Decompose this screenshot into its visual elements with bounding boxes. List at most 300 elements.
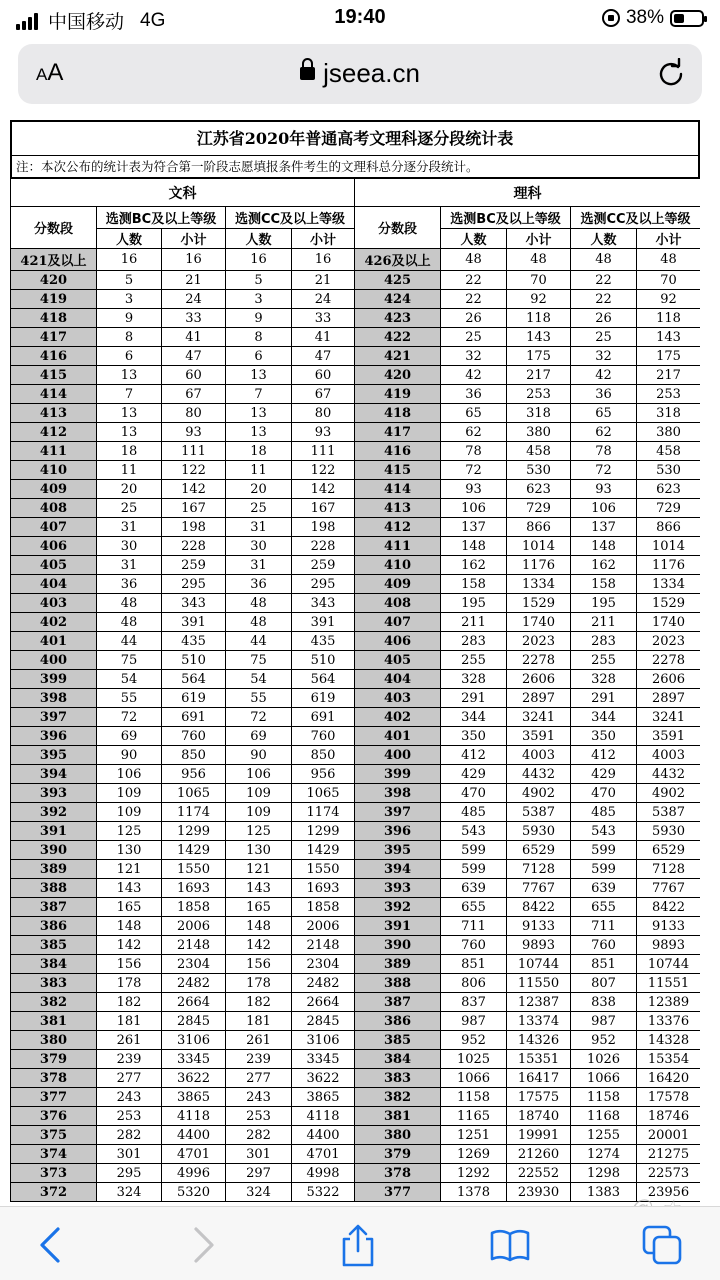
value-cell: 6 [226, 347, 292, 366]
value-cell: 711 [441, 917, 507, 936]
value-cell: 158 [571, 575, 637, 594]
value-cell: 344 [441, 708, 507, 727]
value-cell: 3345 [292, 1050, 355, 1069]
value-cell: 21 [162, 271, 226, 290]
score-cell: 383 [11, 974, 97, 993]
value-cell: 80 [162, 404, 226, 423]
value-cell: 5930 [507, 822, 571, 841]
value-cell: 143 [507, 328, 571, 347]
value-cell: 5930 [637, 822, 700, 841]
score-cell: 402 [355, 708, 441, 727]
score-cell: 425 [355, 271, 441, 290]
value-cell: 3591 [637, 727, 700, 746]
value-cell: 18 [226, 442, 292, 461]
value-cell: 261 [226, 1031, 292, 1050]
value-cell: 691 [292, 708, 355, 727]
value-cell: 67 [292, 385, 355, 404]
value-cell: 4003 [507, 746, 571, 765]
table-row [11, 974, 701, 993]
value-cell: 295 [292, 575, 355, 594]
value-cell: 4432 [637, 765, 700, 784]
value-cell: 13 [226, 423, 292, 442]
value-cell: 429 [441, 765, 507, 784]
value-cell: 18740 [507, 1107, 571, 1126]
table-row [11, 1050, 701, 1069]
score-cell: 395 [355, 841, 441, 860]
value-cell: 599 [441, 841, 507, 860]
value-cell: 21275 [637, 1145, 700, 1164]
value-cell: 12389 [637, 993, 700, 1012]
value-cell: 60 [162, 366, 226, 385]
score-cell: 387 [11, 898, 97, 917]
value-cell: 2304 [162, 955, 226, 974]
value-cell: 62 [571, 423, 637, 442]
reload-icon[interactable] [656, 58, 686, 88]
value-cell: 148 [571, 537, 637, 556]
value-cell: 69 [97, 727, 162, 746]
table-row [11, 404, 701, 423]
value-cell: 10744 [637, 955, 700, 974]
value-cell: 20001 [637, 1126, 700, 1145]
value-cell: 137 [571, 518, 637, 537]
value-cell: 729 [507, 499, 571, 518]
value-cell: 30 [226, 537, 292, 556]
table-row [11, 385, 701, 404]
subtotal-header: 小计 [637, 229, 700, 249]
value-cell: 55 [226, 689, 292, 708]
value-cell: 93 [441, 480, 507, 499]
value-cell: 1176 [637, 556, 700, 575]
score-cell: 406 [11, 537, 97, 556]
value-cell: 543 [571, 822, 637, 841]
value-cell: 1858 [162, 898, 226, 917]
score-cell: 375 [11, 1126, 97, 1145]
value-cell: 92 [637, 290, 700, 309]
score-cell: 379 [355, 1145, 441, 1164]
cc-group-header: 选测CC及以上等级 [226, 207, 355, 229]
value-cell: 48 [441, 249, 507, 271]
value-cell: 343 [162, 594, 226, 613]
value-cell: 277 [226, 1069, 292, 1088]
value-cell: 485 [441, 803, 507, 822]
value-cell: 3106 [292, 1031, 355, 1050]
value-cell: 165 [97, 898, 162, 917]
value-cell: 13374 [507, 1012, 571, 1031]
subtotal-header: 小计 [162, 229, 226, 249]
like-header: 理科 [355, 179, 700, 207]
value-cell: 148 [441, 537, 507, 556]
value-cell: 143 [226, 879, 292, 898]
value-cell: 564 [162, 670, 226, 689]
value-cell: 510 [292, 651, 355, 670]
value-cell: 1299 [292, 822, 355, 841]
table-row [11, 1107, 701, 1126]
table-row [11, 708, 701, 727]
score-cell: 420 [355, 366, 441, 385]
value-cell: 3 [97, 290, 162, 309]
value-cell: 343 [292, 594, 355, 613]
table-row [11, 499, 701, 518]
score-cell: 403 [11, 594, 97, 613]
value-cell: 175 [637, 347, 700, 366]
score-cell: 387 [355, 993, 441, 1012]
score-cell: 396 [355, 822, 441, 841]
score-cell: 377 [355, 1183, 441, 1202]
score-cell: 419 [355, 385, 441, 404]
value-cell: 760 [292, 727, 355, 746]
back-icon[interactable] [30, 1223, 74, 1267]
value-cell: 2006 [162, 917, 226, 936]
value-cell: 9 [226, 309, 292, 328]
value-cell: 14328 [637, 1031, 700, 1050]
value-cell: 109 [226, 803, 292, 822]
value-cell: 195 [571, 594, 637, 613]
value-cell: 1299 [162, 822, 226, 841]
value-cell: 137 [441, 518, 507, 537]
score-cell: 384 [11, 955, 97, 974]
value-cell: 623 [637, 480, 700, 499]
value-cell: 142 [97, 936, 162, 955]
value-cell: 181 [226, 1012, 292, 1031]
value-cell: 93 [162, 423, 226, 442]
score-cell: 398 [355, 784, 441, 803]
value-cell: 125 [97, 822, 162, 841]
value-cell: 3241 [507, 708, 571, 727]
wenke-header: 文科 [11, 179, 355, 207]
table-row [11, 1088, 701, 1107]
forward-icon[interactable] [180, 1223, 224, 1267]
value-cell: 90 [226, 746, 292, 765]
score-cell: 373 [11, 1164, 97, 1183]
value-cell: 324 [97, 1183, 162, 1202]
table-row [11, 822, 701, 841]
value-cell: 80 [292, 404, 355, 423]
score-cell: 421 [355, 347, 441, 366]
table-row [11, 594, 701, 613]
value-cell: 380 [637, 423, 700, 442]
score-cell: 418 [11, 309, 97, 328]
score-cell: 378 [11, 1069, 97, 1088]
value-cell: 7128 [507, 860, 571, 879]
value-cell: 1014 [637, 537, 700, 556]
value-cell: 111 [162, 442, 226, 461]
score-cell: 410 [355, 556, 441, 575]
value-cell: 3622 [292, 1069, 355, 1088]
table-row [11, 917, 701, 936]
value-cell: 121 [226, 860, 292, 879]
table-row [11, 537, 701, 556]
score-cell: 421及以上 [11, 249, 97, 271]
score-cell: 409 [355, 575, 441, 594]
value-cell: 2023 [507, 632, 571, 651]
score-cell: 392 [355, 898, 441, 917]
value-cell: 1165 [441, 1107, 507, 1126]
value-cell: 7767 [637, 879, 700, 898]
table-row [11, 613, 701, 632]
value-cell: 760 [571, 936, 637, 955]
table-row [11, 632, 701, 651]
score-cell: 393 [355, 879, 441, 898]
value-cell: 158 [441, 575, 507, 594]
value-cell: 143 [637, 328, 700, 347]
value-cell: 217 [507, 366, 571, 385]
table-row [11, 556, 701, 575]
value-cell: 175 [507, 347, 571, 366]
value-cell: 11 [226, 461, 292, 480]
score-cell: 377 [11, 1088, 97, 1107]
value-cell: 412 [441, 746, 507, 765]
value-cell: 75 [226, 651, 292, 670]
value-cell: 69 [226, 727, 292, 746]
value-cell: 623 [507, 480, 571, 499]
value-cell: 92 [507, 290, 571, 309]
table-row [11, 249, 701, 271]
value-cell: 1334 [637, 575, 700, 594]
score-cell: 394 [11, 765, 97, 784]
cc-group-header: 选测CC及以上等级 [571, 207, 700, 229]
address-bar[interactable] [18, 44, 702, 104]
table-row [11, 423, 701, 442]
value-cell: 228 [292, 537, 355, 556]
score-cell: 398 [11, 689, 97, 708]
value-cell: 4400 [162, 1126, 226, 1145]
value-cell: 639 [571, 879, 637, 898]
value-cell: 20 [226, 480, 292, 499]
value-cell: 122 [162, 461, 226, 480]
value-cell: 48 [637, 249, 700, 271]
value-cell: 1158 [441, 1088, 507, 1107]
value-cell: 5 [97, 271, 162, 290]
value-cell: 530 [507, 461, 571, 480]
count-header: 人数 [441, 229, 507, 249]
score-cell: 397 [11, 708, 97, 727]
table-row [11, 575, 701, 594]
value-cell: 4902 [637, 784, 700, 803]
value-cell: 259 [292, 556, 355, 575]
value-cell: 391 [162, 613, 226, 632]
value-cell: 2023 [637, 632, 700, 651]
value-cell: 16 [97, 249, 162, 271]
value-cell: 9893 [637, 936, 700, 955]
table-row [11, 936, 701, 955]
score-cell: 411 [355, 537, 441, 556]
value-cell: 4003 [637, 746, 700, 765]
count-header: 人数 [226, 229, 292, 249]
score-cell: 418 [355, 404, 441, 423]
table-row [11, 366, 701, 385]
value-cell: 13 [226, 366, 292, 385]
value-cell: 22 [571, 290, 637, 309]
value-cell: 106 [441, 499, 507, 518]
value-cell: 25 [571, 328, 637, 347]
value-cell: 866 [637, 518, 700, 537]
value-cell: 1378 [441, 1183, 507, 1202]
table-row [11, 784, 701, 803]
value-cell: 599 [571, 860, 637, 879]
value-cell: 1550 [292, 860, 355, 879]
table-row [11, 879, 701, 898]
tabs-icon[interactable] [640, 1223, 684, 1267]
value-cell: 1168 [571, 1107, 637, 1126]
score-cell: 374 [11, 1145, 97, 1164]
score-cell: 408 [355, 594, 441, 613]
value-cell: 54 [97, 670, 162, 689]
table-row [11, 1183, 701, 1202]
value-cell: 72 [97, 708, 162, 727]
value-cell: 109 [97, 803, 162, 822]
url-field[interactable] [18, 58, 702, 89]
value-cell: 4996 [162, 1164, 226, 1183]
value-cell: 62 [441, 423, 507, 442]
value-cell: 167 [292, 499, 355, 518]
value-cell: 47 [162, 347, 226, 366]
table-row [11, 1031, 701, 1050]
value-cell: 16 [162, 249, 226, 271]
value-cell: 148 [97, 917, 162, 936]
score-cell: 415 [11, 366, 97, 385]
value-cell: 2897 [507, 689, 571, 708]
text-size-button[interactable]: AA [36, 59, 64, 86]
table-row [11, 860, 701, 879]
table-row [11, 651, 701, 670]
score-cell: 407 [355, 613, 441, 632]
value-cell: 33 [162, 309, 226, 328]
value-cell: 619 [162, 689, 226, 708]
score-cell: 392 [11, 803, 97, 822]
value-cell: 47 [292, 347, 355, 366]
value-cell: 15351 [507, 1050, 571, 1069]
table-row [11, 1145, 701, 1164]
value-cell: 239 [97, 1050, 162, 1069]
value-cell: 866 [507, 518, 571, 537]
score-cell: 401 [11, 632, 97, 651]
value-cell: 291 [441, 689, 507, 708]
score-cell: 380 [11, 1031, 97, 1050]
table-row [11, 898, 701, 917]
value-cell: 435 [292, 632, 355, 651]
value-cell: 760 [162, 727, 226, 746]
value-cell: 14326 [507, 1031, 571, 1050]
score-cell: 426及以上 [355, 249, 441, 271]
value-cell: 435 [162, 632, 226, 651]
value-cell: 31 [226, 518, 292, 537]
table-row [11, 480, 701, 499]
value-cell: 106 [97, 765, 162, 784]
value-cell: 22573 [637, 1164, 700, 1183]
value-cell: 1158 [571, 1088, 637, 1107]
value-cell: 41 [292, 328, 355, 347]
bc-group-header: 选测BC及以上等级 [441, 207, 571, 229]
value-cell: 25 [441, 328, 507, 347]
value-cell: 11 [97, 461, 162, 480]
value-cell: 956 [162, 765, 226, 784]
value-cell: 655 [441, 898, 507, 917]
score-cell: 391 [11, 822, 97, 841]
value-cell: 125 [226, 822, 292, 841]
value-cell: 143 [97, 879, 162, 898]
bookmarks-icon[interactable] [488, 1223, 532, 1267]
value-cell: 324 [226, 1183, 292, 1202]
value-cell: 380 [507, 423, 571, 442]
value-cell: 243 [226, 1088, 292, 1107]
value-cell: 9133 [507, 917, 571, 936]
value-cell: 3865 [292, 1088, 355, 1107]
value-cell: 30 [97, 537, 162, 556]
value-cell: 72 [571, 461, 637, 480]
value-cell: 1176 [507, 556, 571, 575]
battery-icon [670, 10, 704, 27]
value-cell: 1529 [637, 594, 700, 613]
value-cell: 65 [571, 404, 637, 423]
value-cell: 16420 [637, 1069, 700, 1088]
value-cell: 106 [226, 765, 292, 784]
table-row [11, 1164, 701, 1183]
score-cell: 416 [11, 347, 97, 366]
score-cell: 376 [11, 1107, 97, 1126]
value-cell: 2845 [162, 1012, 226, 1031]
value-cell: 178 [97, 974, 162, 993]
value-cell: 956 [292, 765, 355, 784]
score-cell: 381 [11, 1012, 97, 1031]
value-cell: 211 [571, 613, 637, 632]
table-row [11, 841, 701, 860]
value-cell: 48 [507, 249, 571, 271]
score-cell: 407 [11, 518, 97, 537]
value-cell: 21260 [507, 1145, 571, 1164]
browser-toolbar [0, 1206, 720, 1280]
value-cell: 255 [571, 651, 637, 670]
score-cell: 405 [355, 651, 441, 670]
score-cell: 408 [11, 499, 97, 518]
table-row [11, 1126, 701, 1145]
value-cell: 156 [226, 955, 292, 974]
share-icon[interactable] [336, 1223, 380, 1267]
value-cell: 243 [97, 1088, 162, 1107]
value-cell: 564 [292, 670, 355, 689]
value-cell: 78 [441, 442, 507, 461]
score-cell: 385 [355, 1031, 441, 1050]
value-cell: 470 [571, 784, 637, 803]
value-cell: 32 [441, 347, 507, 366]
table-row [11, 746, 701, 765]
value-cell: 41 [162, 328, 226, 347]
value-cell: 13 [97, 366, 162, 385]
value-cell: 48 [97, 594, 162, 613]
table-row [11, 765, 701, 784]
value-cell: 259 [162, 556, 226, 575]
value-cell: 13 [226, 404, 292, 423]
value-cell: 253 [637, 385, 700, 404]
value-cell: 807 [571, 974, 637, 993]
value-cell: 48 [226, 613, 292, 632]
value-cell: 23930 [507, 1183, 571, 1202]
value-cell: 253 [507, 385, 571, 404]
score-cell: 399 [11, 670, 97, 689]
value-cell: 291 [571, 689, 637, 708]
value-cell: 838 [571, 993, 637, 1012]
value-cell: 1269 [441, 1145, 507, 1164]
value-cell: 1174 [162, 803, 226, 822]
table-note: 注：本次公布的统计表为符合第一阶段志愿填报条件考生的文理科总分逐分段统计。 [10, 156, 700, 178]
score-cell: 382 [11, 993, 97, 1012]
value-cell: 350 [441, 727, 507, 746]
value-cell: 72 [226, 708, 292, 727]
value-cell: 328 [441, 670, 507, 689]
value-cell: 3865 [162, 1088, 226, 1107]
value-cell: 1429 [292, 841, 355, 860]
value-cell: 1693 [292, 879, 355, 898]
value-cell: 162 [441, 556, 507, 575]
